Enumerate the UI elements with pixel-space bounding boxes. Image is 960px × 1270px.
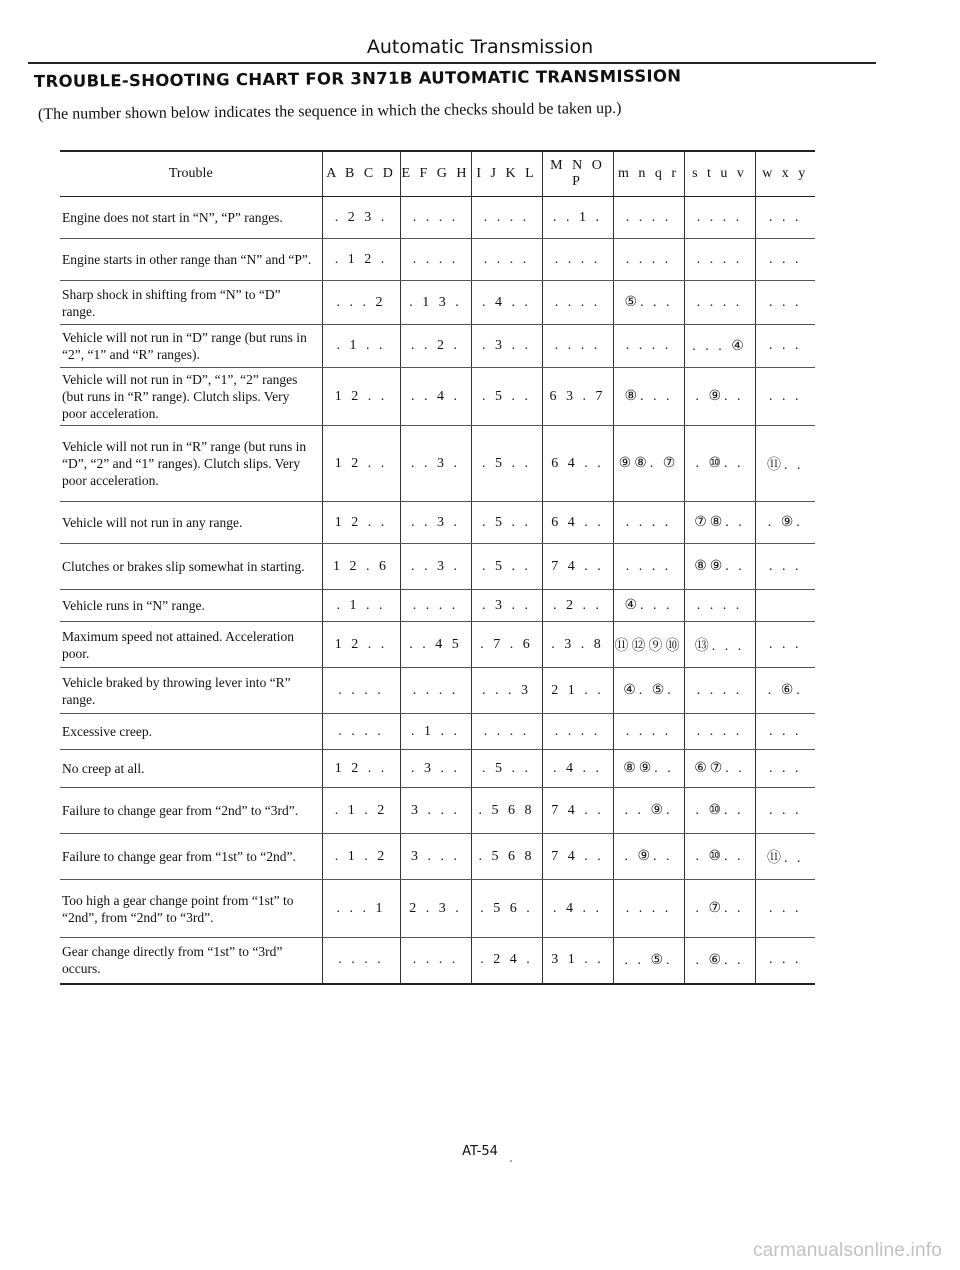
check-sequence-cell: . . . [755, 368, 815, 426]
check-sequence-cell: . 1 . . [322, 590, 400, 622]
check-sequence-cell: . . . . [613, 544, 684, 590]
trouble-description: Too high a gear change point from “1st” to “2nd”, from “2nd” to “3rd”. [60, 880, 322, 938]
check-sequence-cell: . . . [755, 325, 815, 368]
table-row [60, 622, 815, 668]
check-sequence-cell: 1 2 . . [322, 622, 400, 668]
check-sequence-cell: . 1 3 . [400, 281, 471, 325]
column-header-group: m n q r [613, 151, 684, 197]
check-sequence-cell: . . . . [542, 325, 613, 368]
check-sequence-cell: . . . 1 [322, 880, 400, 938]
check-sequence-cell: . . . . [684, 239, 755, 281]
table-row [60, 426, 815, 502]
check-sequence-cell: . 5 6 8 [471, 788, 542, 834]
check-sequence-cell: . ⑨. . [613, 834, 684, 880]
column-header-group: A B C D [322, 151, 400, 197]
check-sequence-cell: 7 4 . . [542, 544, 613, 590]
check-sequence-cell: . . . . [684, 668, 755, 714]
check-sequence-cell: 1 2 . . [322, 426, 400, 502]
check-sequence-cell: 1 2 . . [322, 502, 400, 544]
table-row [60, 368, 815, 426]
trouble-description: Vehicle will not run in any range. [60, 502, 322, 544]
check-sequence-cell: 6 4 . . [542, 502, 613, 544]
check-sequence-cell: . . . . [613, 502, 684, 544]
check-sequence-cell: ⑧⑨. . [684, 544, 755, 590]
check-sequence-cell: . . . . [613, 239, 684, 281]
check-sequence-cell: ④. . . [613, 590, 684, 622]
check-sequence-cell: . . . . [322, 938, 400, 984]
table-row [60, 834, 815, 880]
check-sequence-cell: . 5 6 8 [471, 834, 542, 880]
check-sequence-cell: 2 . 3 . [400, 880, 471, 938]
check-sequence-cell: . 1 . . [322, 325, 400, 368]
check-sequence-cell: . . . . [684, 197, 755, 239]
check-sequence-cell: ⑦⑧. . [684, 502, 755, 544]
check-sequence-cell: . . . [755, 544, 815, 590]
check-sequence-cell: . . . . [613, 880, 684, 938]
trouble-description: Sharp shock in shifting from “N” to “D” range. [60, 281, 322, 325]
check-sequence-cell: . 7 . 6 [471, 622, 542, 668]
check-sequence-cell: . . . . [542, 714, 613, 750]
check-sequence-cell: . . . [755, 750, 815, 788]
check-sequence-cell: . 5 . . [471, 502, 542, 544]
table-row [60, 502, 815, 544]
check-sequence-cell: . . . [755, 281, 815, 325]
table-row [60, 788, 815, 834]
table-row [60, 668, 815, 714]
check-sequence-cell: 1 2 . . [322, 750, 400, 788]
check-sequence-cell: . 1 2 . [322, 239, 400, 281]
column-header-group: E F G H [400, 151, 471, 197]
check-sequence-cell: . 3 . . [400, 750, 471, 788]
check-sequence-cell: 7 4 . . [542, 788, 613, 834]
table-row [60, 544, 815, 590]
check-sequence-cell: . 1 . 2 [322, 788, 400, 834]
check-sequence-cell: . ⑦. . [684, 880, 755, 938]
trouble-description: Maximum speed not attained. Acceleration poor. [60, 622, 322, 668]
check-sequence-cell: . . 4 . [400, 368, 471, 426]
trouble-description: Failure to change gear from “2nd” to “3rd”. [60, 788, 322, 834]
check-sequence-cell: . . . . [471, 239, 542, 281]
check-sequence-cell: ⑪⑫⑨⑩ [613, 622, 684, 668]
check-sequence-cell: . . . . [471, 197, 542, 239]
table-header-row [60, 151, 815, 197]
table-row [60, 239, 815, 281]
check-sequence-cell: ⑬. . . [684, 622, 755, 668]
check-sequence-cell: . . . . [542, 281, 613, 325]
check-sequence-cell: . . . [755, 239, 815, 281]
check-sequence-cell: . 4 . . [542, 880, 613, 938]
check-sequence-cell: ⑧⑨. . [613, 750, 684, 788]
check-sequence-cell: ④. ⑤. [613, 668, 684, 714]
check-sequence-cell: . 1 . . [400, 714, 471, 750]
check-sequence-cell: ⑥⑦. . [684, 750, 755, 788]
check-sequence-cell: . . . ④ [684, 325, 755, 368]
trouble-description: No creep at all. [60, 750, 322, 788]
check-sequence-cell: . 5 . . [471, 544, 542, 590]
table-row [60, 714, 815, 750]
check-sequence-cell: ⑤. . . [613, 281, 684, 325]
check-sequence-cell: . . . [755, 622, 815, 668]
check-sequence-cell: . . . . [322, 714, 400, 750]
trouble-description: Vehicle braked by throwing lever into “R” range. [60, 668, 322, 714]
page-number: AT-54 [462, 1144, 498, 1159]
trouble-description: Excessive creep. [60, 714, 322, 750]
trouble-description: Failure to change gear from “1st” to “2nd”. [60, 834, 322, 880]
check-sequence-cell: 1 2 . 6 [322, 544, 400, 590]
check-sequence-cell: . . 4 5 [400, 622, 471, 668]
check-sequence-cell: 3 . . . [400, 788, 471, 834]
trouble-description: Vehicle will not run in “D”, “1”, “2” ranges (but runs in “R” range). Clutch slips. Very poor acceleration. [60, 368, 322, 426]
check-sequence-cell: . ⑨. [755, 502, 815, 544]
check-sequence-cell: . 1 . 2 [322, 834, 400, 880]
trouble-description: Engine starts in other range than “N” and “P”. [60, 239, 322, 281]
check-sequence-cell: . . . . [684, 590, 755, 622]
check-sequence-cell: . 3 . 8 [542, 622, 613, 668]
check-sequence-cell: . ⑩. . [684, 788, 755, 834]
check-sequence-cell: . . ⑤. [613, 938, 684, 984]
check-sequence-cell: . 5 . . [471, 426, 542, 502]
check-sequence-cell: . . 3 . [400, 544, 471, 590]
section-title: Automatic Transmission [366, 36, 594, 58]
check-sequence-cell: . 5 . . [471, 750, 542, 788]
check-sequence-cell: 3 1 . . [542, 938, 613, 984]
check-sequence-cell: . 2 3 . [322, 197, 400, 239]
table-row [60, 281, 815, 325]
check-sequence-cell: . . . [755, 714, 815, 750]
check-sequence-cell: ⑪. . [755, 426, 815, 502]
trouble-description: Engine does not start in “N”, “P” ranges. [60, 197, 322, 239]
trouble-description: Gear change directly from “1st” to “3rd” occurs. [60, 938, 322, 984]
check-sequence-cell: . ⑨. . [684, 368, 755, 426]
check-sequence-cell: . 5 6 . [471, 880, 542, 938]
check-sequence-cell: . . . . [542, 239, 613, 281]
trouble-shooting-table [60, 150, 815, 985]
check-sequence-cell: . ⑩. . [684, 834, 755, 880]
check-sequence-cell: . 3 . . [471, 325, 542, 368]
check-sequence-cell: . 4 . . [542, 750, 613, 788]
trouble-shooting-table-wrap [60, 150, 815, 985]
check-sequence-cell: 6 4 . . [542, 426, 613, 502]
column-header-group: M N O P [542, 151, 613, 197]
check-sequence-cell: . ⑥. [755, 668, 815, 714]
column-header-group: I J K L [471, 151, 542, 197]
table-body [60, 197, 815, 984]
column-header-group: s t u v [684, 151, 755, 197]
table-row [60, 325, 815, 368]
check-sequence-cell: . . . . [471, 714, 542, 750]
check-sequence-cell: . . . . [613, 714, 684, 750]
check-sequence-cell: . . . . [400, 938, 471, 984]
check-sequence-cell: . . 3 . [400, 426, 471, 502]
check-sequence-cell: . . 3 . [400, 502, 471, 544]
check-sequence-cell: . . . [755, 197, 815, 239]
watermark: carmanualsonline.info [752, 1240, 942, 1261]
trouble-description: Vehicle will not run in “R” range (but runs in “D”, “2” and “1” ranges). Clutch slips. Very poor acceleration. [60, 426, 322, 502]
check-sequence-cell: . . . . [322, 668, 400, 714]
chart-title: TROUBLE-SHOOTING CHART FOR 3N71B AUTOMATIC TRANSMISSION [33, 66, 682, 91]
table-row [60, 938, 815, 984]
check-sequence-cell: . . . [755, 880, 815, 938]
check-sequence-cell: ⑧. . . [613, 368, 684, 426]
check-sequence-cell: . . 2 . [400, 325, 471, 368]
check-sequence-cell: . . . [755, 938, 815, 984]
check-sequence-cell: 3 . . . [400, 834, 471, 880]
check-sequence-cell: . 2 4 . [471, 938, 542, 984]
check-sequence-cell: 1 2 . . [322, 368, 400, 426]
check-sequence-cell: . . . . [684, 281, 755, 325]
chart-subtitle: (The number shown below indicates the sequence in which the checks should be taken up.) [37, 99, 622, 123]
check-sequence-cell: . . 1 . [542, 197, 613, 239]
check-sequence-cell: ⑨⑧. ⑦ [613, 426, 684, 502]
check-sequence-cell: . . . . [613, 325, 684, 368]
check-sequence-cell: . . . 3 [471, 668, 542, 714]
check-sequence-cell: . . . . [400, 239, 471, 281]
table-row [60, 197, 815, 239]
check-sequence-cell: . 4 . . [471, 281, 542, 325]
check-sequence-cell [755, 590, 815, 622]
check-sequence-cell: 6 3 . 7 [542, 368, 613, 426]
check-sequence-cell: . . . 2 [322, 281, 400, 325]
header-rule [28, 62, 876, 64]
table-row [60, 590, 815, 622]
table-row [60, 880, 815, 938]
check-sequence-cell: ⑪. . [755, 834, 815, 880]
column-header-group: w x y [755, 151, 815, 197]
column-header-trouble: Trouble [60, 151, 322, 197]
check-sequence-cell: . . . . [684, 714, 755, 750]
check-sequence-cell: 2 1 . . [542, 668, 613, 714]
check-sequence-cell: . 3 . . [471, 590, 542, 622]
footer-dot [510, 1160, 512, 1162]
trouble-description: Vehicle will not run in “D” range (but runs in “2”, “1” and “R” ranges). [60, 325, 322, 368]
check-sequence-cell: . . . . [400, 197, 471, 239]
check-sequence-cell: . ⑥. . [684, 938, 755, 984]
check-sequence-cell: . 5 . . [471, 368, 542, 426]
check-sequence-cell: . 2 . . [542, 590, 613, 622]
check-sequence-cell: . . . . [400, 668, 471, 714]
check-sequence-cell: . . . . [613, 197, 684, 239]
check-sequence-cell: . . . [755, 788, 815, 834]
check-sequence-cell: . . . . [400, 590, 471, 622]
table-row [60, 750, 815, 788]
check-sequence-cell: . . ⑨. [613, 788, 684, 834]
trouble-description: Vehicle runs in “N” range. [60, 590, 322, 622]
trouble-description: Clutches or brakes slip somewhat in starting. [60, 544, 322, 590]
check-sequence-cell: 7 4 . . [542, 834, 613, 880]
check-sequence-cell: . ⑩. . [684, 426, 755, 502]
